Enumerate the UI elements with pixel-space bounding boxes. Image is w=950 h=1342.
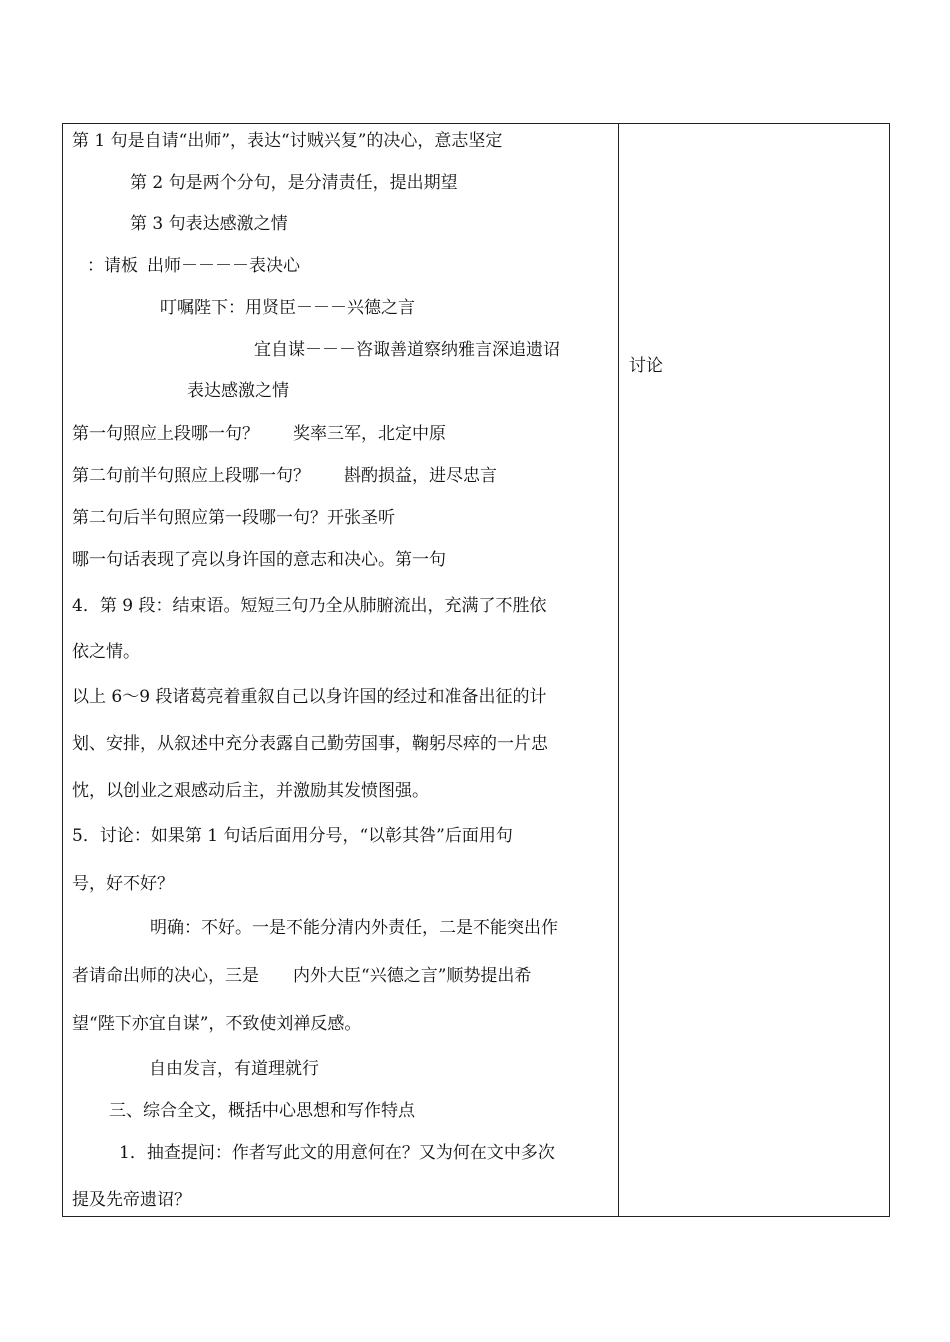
lesson-table — [62, 123, 890, 1217]
line-3: 第 3 句表达感激之情 — [130, 214, 288, 234]
line-23: 三、综合全文，概括中心思想和写作特点 — [109, 1101, 415, 1121]
line-17: 5．讨论：如果第 1 句话后面用分号，“以彰其咎”后面用句 — [72, 826, 513, 846]
line-15: 划、安排，从叙述中充分表露自己勤劳国事，鞠躬尽瘁的一片忠 — [72, 734, 548, 754]
right-column-note: 讨论 — [629, 356, 663, 376]
line-22: 自由发言，有道理就行 — [149, 1059, 319, 1079]
line-9: 第二句前半句照应上段哪一句？ 斟酌损益，进尽忠言 — [72, 466, 497, 486]
line-13: 依之情。 — [72, 642, 140, 662]
line-11: 哪一句话表现了亮以身许国的意志和决心。第一句 — [72, 550, 446, 570]
line-14: 以上 6～9 段诸葛亮着重叙自己以身许国的经过和准备出征的计 — [72, 687, 547, 707]
line-21: 望“陛下亦宜自谋”，不致使刘禅反感。 — [72, 1014, 362, 1034]
line-5: 叮嘱陛下：用贤臣－－－兴德之言 — [160, 298, 415, 318]
line-8: 第一句照应上段哪一句？ 奖率三军，北定中原 — [72, 424, 446, 444]
line-19: 明确：不好。一是不能分清内外责任，二是不能突出作 — [150, 918, 558, 938]
line-1: 第 1 句是自请“出师”，表达“讨贼兴复”的决心，意志坚定 — [72, 131, 503, 151]
line-18: 号，好不好？ — [72, 874, 174, 894]
line-12: 4．第 9 段：结束语。短短三句乃全从肺腑流出，充满了不胜依 — [72, 596, 547, 616]
line-4b: 出师－－－－表决心 — [147, 256, 300, 276]
line-20: 者请命出师的决心，三是 内外大臣“兴德之言”顺势提出希 — [72, 966, 532, 986]
line-24: 1．抽查提问：作者写此文的用意何在？又为何在文中多次 — [119, 1143, 555, 1163]
line-6: 宜自谋－－－咨诹善道察纳雅言深追遗诏 — [254, 340, 560, 360]
line-4a: ：请板 — [87, 256, 138, 276]
line-25: 提及先帝遗诏？ — [72, 1190, 191, 1210]
line-2: 第 2 句是两个分句，是分清责任，提出期望 — [130, 173, 458, 193]
line-10: 第二句后半句照应第一段哪一句？开张圣听 — [72, 508, 395, 528]
line-7: 表达感激之情 — [187, 381, 289, 401]
column-divider — [618, 124, 619, 1216]
line-16: 忱，以创业之艰感动后主，并激励其发愤图强。 — [72, 781, 429, 801]
